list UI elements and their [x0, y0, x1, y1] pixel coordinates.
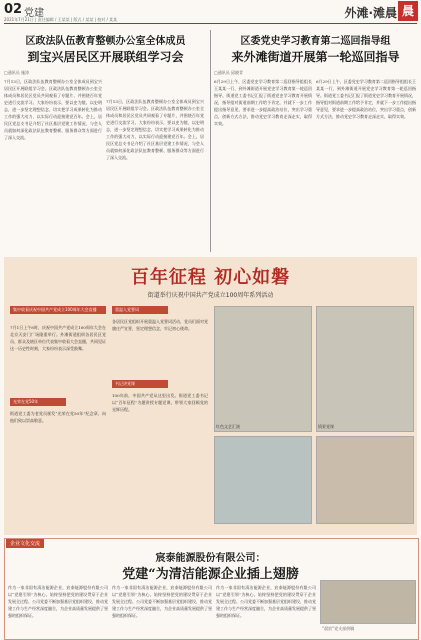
feature-title: 百年征程 初心如磐 [130, 267, 291, 288]
corporate-body-col3: 作为一家非国有清洁能源企业，宸泰能源股份有限公司以“党建引领”为核心，始终坚持把党的建设贯穿于企业发展全过程。公司党委不断加强基层党组织建设，推动党建工作与生产经营深度融合，为企业高质量发展提供了坚强的组织保证。 [216, 585, 316, 618]
photo-caption-1: 红色文艺汇演 [216, 424, 240, 429]
right-article-body-col1: 6月29日上午，区委党史学习教育第二巡回指导组组长王某某一行，到外滩街道开展党史学习教育第一轮巡回指导。街道党工委书记汇报了街道党史学习教育开展情况，指导组对街道前期工作给予肯定，并就下一步工作提出指导意见，要求进一步提高政治站位，突出学习重点，创新方式方法，推动党史学习教育走深走实，取得实效。 [214, 79, 312, 126]
subhead-live-broadcast: 集中收看庆祝中国共产党成立100周年大会直播 [10, 306, 106, 314]
left-article-title-2: 到宝兴居民区开展联组学习会 [27, 50, 184, 64]
subhead-party-lecture: 书记讲党课 [112, 380, 168, 388]
left-article-byline: □通讯员 施涛 [4, 70, 30, 75]
corporate-body-col1: 作为一家非国有清洁能源企业，宸泰能源股份有限公司以“党建引领”为核心，始终坚持把党的建设贯穿于企业发展全过程。公司党委不断加强基层党组织建设，推动党建工作与生产经营深度融合，为企业高质量发展提供了坚强的组织保证。 [8, 585, 108, 618]
right-article-title-2: 来外滩街道开展第一轮巡回指导 [231, 50, 400, 64]
corporate-photo [320, 580, 416, 624]
right-article-body-col2: 6月29日上午，区委党史学习教育第二巡回指导组组长王某某一行，到外滩街道开展党史学习教育第一轮巡回指导。街道党工委书记汇报了街道党史学习教育开展情况，指导组对街道前期工作给予肯定，并就下一步工作提出指导意见，要求进一步提高政治站位，突出学习重点，创新方式方法，推动党史学习教育走深走实，取得实效。 [316, 79, 416, 119]
corporate-body-col2: 作为一家非国有清洁能源企业，宸泰能源股份有限公司以“党建引领”为核心，始终坚持把党的建设贯穿于企业发展全过程。公司党委不断加强基层党组织建设，推动党建工作与生产经营深度融合，为企业高质量发展提供了坚强的组织保证。 [112, 585, 212, 618]
feature-subtitle: 街道举行庆祝中国共产党成立100周年系列活动 [147, 292, 274, 299]
section-live-broadcast-body: 7月1日上午8时，庆祝中国共产党成立100周年大会在北京天安门广场隆重举行。外滩街道组织各居民区党员、群众及辖区单位代表集中收看大会直播，共同见证这一历史性时刻，大家纷纷表示深受鼓舞。 [10, 325, 106, 351]
page-number: 02 [4, 2, 23, 17]
photo-caption-2: 情景党课 [318, 424, 334, 429]
corporate-title: 宸泰能源股份有限公司： [155, 553, 266, 564]
photo-audience [316, 306, 414, 432]
section-name: 党建 [24, 8, 44, 19]
issue-info: 2021年7月21日 | 责任编辑 / 王某某 | 版式 / 某某 | 校对 / 某某 [4, 17, 118, 22]
masthead-title: 外滩·滩晨 [344, 6, 397, 20]
section-party-lecture-body: 100年前，中国共产党从这里出发。街道党工委书记以“百年征程”为题讲授专题党课，带领大家回顾党的光辉历程。 [112, 393, 208, 412]
photo-lecture [316, 436, 414, 524]
header-rule [4, 23, 417, 24]
subhead-50-years: 光荣在党50年 [10, 398, 66, 406]
left-article-body-col2: 7月13日，区政法队伍教育整顿办公室全体成员到宝兴居民区开展联组学习会。区政法队伍教育整顿办公室全体成员和居民区党员共同观看了专题片，并围绕百年党史进行交流学习。大家纷纷表示，要以史为镜、以史明志，进一步坚定理想信念，切实把学习成果转化为推动工作的强大动力，以实际行动迎接建党百年。会上，居民区党总支书记介绍了社区基层党建工作情况，与会人员就如何深化政法队伍教育整顿、服务群众等方面进行了深入交流。 [106, 99, 204, 160]
photo-ceremony [214, 306, 312, 432]
right-article-title-1: 区委党史学习教育第二巡回指导组 [240, 36, 391, 47]
photo-performance [214, 436, 312, 524]
subhead-oath: 重温入党誓词 [112, 306, 168, 314]
left-article-body-col1: 7月13日，区政法队伍教育整顿办公室全体成员到宝兴居民区开展联组学习会。区政法队伍教育整顿办公室全体成员和居民区党员共同观看了专题片，并围绕百年党史进行交流学习。大家纷纷表示，要以史为镜、以史明志，进一步坚定理想信念，切实把学习成果转化为推动工作的强大动力，以实际行动迎接建党百年。会上，居民区党总支书记介绍了社区基层党建工作情况，与会人员就如何深化政法队伍教育整顿、服务群众等方面进行了深入交流。 [4, 79, 102, 140]
section-oath-body: 各居民区党组织开展重温入党誓词活动，党员们面对党旗庄严宣誓，坚定理想信念，牢记初心使命。 [112, 319, 208, 331]
corporate-subtitle: 党建“为清洁能源企业插上翅膀 [122, 567, 299, 582]
left-article-title-1: 区政法队伍教育整顿办公室全体成员 [25, 36, 186, 47]
right-article-byline: □通讯员 邱晓青 [214, 70, 244, 75]
corporate-footer-note: “晨宸”党支部供稿 [322, 626, 355, 631]
masthead-logo: 晨 [398, 1, 418, 21]
section-50-years-body: 街道党工委为老党员颁发“光荣在党50年”纪念章，向他们致以崇高敬意。 [10, 411, 106, 423]
corporate-tag: 企业文化交流 [6, 539, 44, 548]
column-divider [210, 30, 211, 252]
